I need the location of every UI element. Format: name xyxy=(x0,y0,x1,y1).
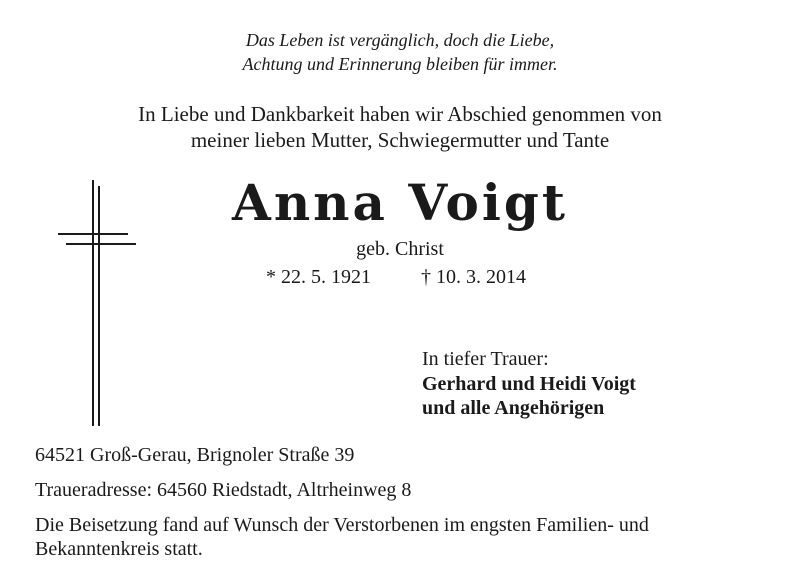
quote-line-2: Achtung und Erinnerung bleiben für immer. xyxy=(242,54,558,74)
quote-line-1: Das Leben ist vergänglich, doch die Liebe, xyxy=(245,30,555,50)
maiden-name: geb. Christ xyxy=(356,238,444,260)
mourners-relatives: und alle Angehörigen xyxy=(422,397,605,419)
mourners-names: Gerhard und Heidi Voigt xyxy=(422,373,636,395)
death-cross-icon: † xyxy=(421,266,431,288)
home-address: 64521 Groß-Gerau, Brignoler Straße 39 xyxy=(35,444,355,466)
burial-note-line-2: Bekanntenkreis statt. xyxy=(35,538,203,560)
death-date: 10. 3. 2014 xyxy=(436,266,526,288)
mourners-heading: In tiefer Trauer: xyxy=(422,348,549,370)
burial-note-line-1: Die Beisetzung fand auf Wunsch der Verstorbenen im engsten Familien- und xyxy=(35,514,649,536)
mourners-line-2 xyxy=(422,396,604,420)
death-date-row xyxy=(421,265,526,289)
mourning-address: Traueradresse: 64560 Riedstadt, Altrheinweg 8 xyxy=(35,479,412,501)
intro-line-2: meiner lieben Mutter, Schwiegermutter und Tante xyxy=(190,128,610,152)
intro-line-1: In Liebe und Dankbarkeit haben wir Abschied genommen von xyxy=(138,102,662,126)
birth-date: * 22. 5. 1921 xyxy=(266,266,371,288)
mourners-line-1 xyxy=(422,372,636,396)
deceased-name: Anna Voigt xyxy=(232,173,568,232)
